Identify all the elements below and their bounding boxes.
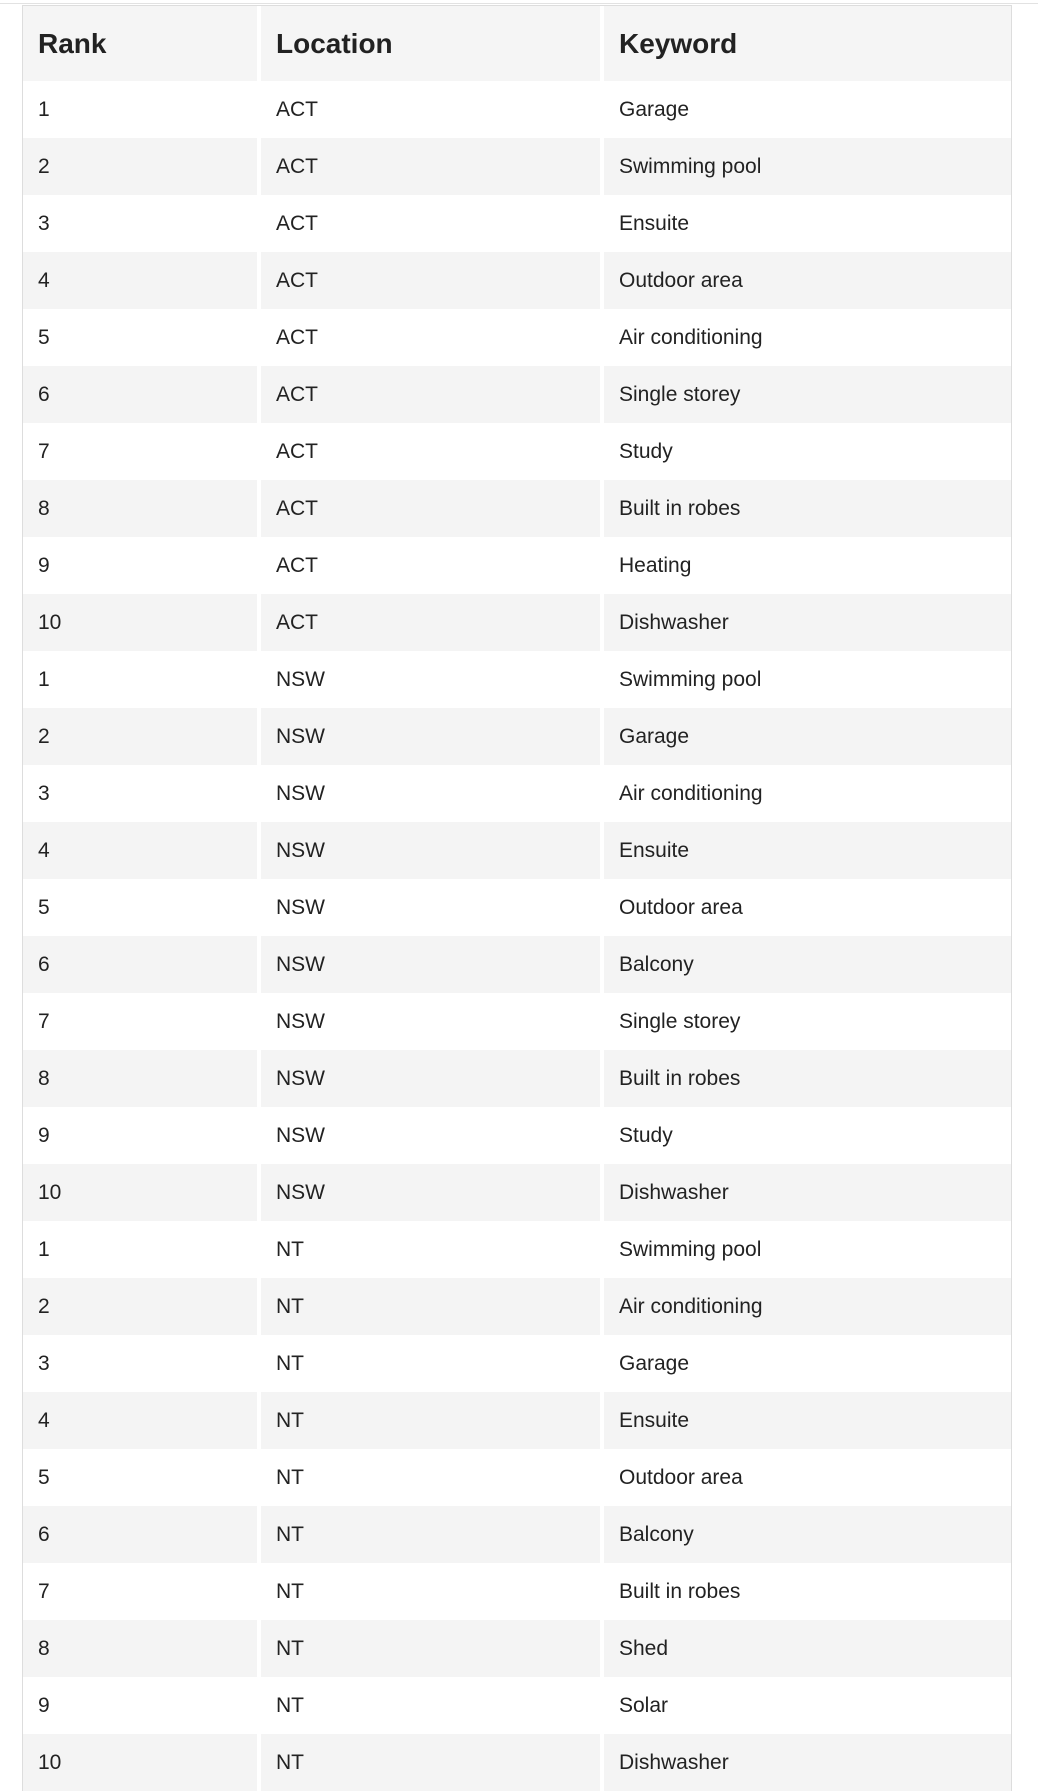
cell-location: NSW xyxy=(261,765,604,822)
cell-rank: 1 xyxy=(23,81,261,138)
cell-keyword: Dishwasher xyxy=(604,594,1011,651)
cell-location: ACT xyxy=(261,537,604,594)
cell-location: NSW xyxy=(261,1050,604,1107)
cell-location: NT xyxy=(261,1734,604,1791)
cell-rank: 5 xyxy=(23,1449,261,1506)
cell-location: NSW xyxy=(261,1107,604,1164)
table-row xyxy=(23,1335,1011,1392)
cell-rank: 4 xyxy=(23,1392,261,1449)
cell-location: NT xyxy=(261,1563,604,1620)
cell-rank: 7 xyxy=(23,423,261,480)
table-row xyxy=(23,1734,1011,1791)
cell-location: ACT xyxy=(261,195,604,252)
header-row xyxy=(23,6,1011,81)
cell-location: ACT xyxy=(261,366,604,423)
cell-keyword: Balcony xyxy=(604,936,1011,993)
cell-rank: 8 xyxy=(23,480,261,537)
table-row xyxy=(23,480,1011,537)
cell-rank: 3 xyxy=(23,765,261,822)
cell-keyword: Heating xyxy=(604,537,1011,594)
table-row xyxy=(23,309,1011,366)
cell-keyword: Dishwasher xyxy=(604,1164,1011,1221)
cell-rank: 8 xyxy=(23,1620,261,1677)
cell-location: ACT xyxy=(261,138,604,195)
cell-location: NSW xyxy=(261,936,604,993)
cell-keyword: Single storey xyxy=(604,993,1011,1050)
cell-keyword: Garage xyxy=(604,1335,1011,1392)
table-row xyxy=(23,651,1011,708)
cell-keyword: Solar xyxy=(604,1677,1011,1734)
table-row xyxy=(23,879,1011,936)
cell-rank: 8 xyxy=(23,1050,261,1107)
cell-location: NT xyxy=(261,1278,604,1335)
cell-rank: 4 xyxy=(23,252,261,309)
cell-location: NT xyxy=(261,1335,604,1392)
cell-keyword: Built in robes xyxy=(604,1563,1011,1620)
cell-rank: 6 xyxy=(23,366,261,423)
table-row xyxy=(23,1392,1011,1449)
table-row xyxy=(23,537,1011,594)
cell-keyword: Outdoor area xyxy=(604,879,1011,936)
cell-keyword: Built in robes xyxy=(604,480,1011,537)
cell-rank: 3 xyxy=(23,195,261,252)
cell-location: NT xyxy=(261,1506,604,1563)
cell-rank: 9 xyxy=(23,1677,261,1734)
cell-rank: 5 xyxy=(23,309,261,366)
cell-keyword: Balcony xyxy=(604,1506,1011,1563)
cell-rank: 7 xyxy=(23,1563,261,1620)
cell-location: NT xyxy=(261,1221,604,1278)
header-rank: Rank xyxy=(23,6,261,81)
cell-keyword: Built in robes xyxy=(604,1050,1011,1107)
cell-keyword: Air conditioning xyxy=(604,309,1011,366)
cell-location: NSW xyxy=(261,993,604,1050)
cell-keyword: Single storey xyxy=(604,366,1011,423)
cell-keyword: Study xyxy=(604,423,1011,480)
table-row xyxy=(23,765,1011,822)
cell-location: NSW xyxy=(261,708,604,765)
cell-rank: 2 xyxy=(23,1278,261,1335)
cell-rank: 3 xyxy=(23,1335,261,1392)
table-row xyxy=(23,1050,1011,1107)
table-row xyxy=(23,81,1011,138)
cell-rank: 9 xyxy=(23,1107,261,1164)
top-divider xyxy=(0,3,1038,4)
cell-rank: 1 xyxy=(23,1221,261,1278)
table-row xyxy=(23,195,1011,252)
table-row xyxy=(23,138,1011,195)
cell-keyword: Shed xyxy=(604,1620,1011,1677)
keyword-ranking-table xyxy=(23,6,1011,1791)
cell-rank: 6 xyxy=(23,936,261,993)
cell-rank: 9 xyxy=(23,537,261,594)
cell-keyword: Study xyxy=(604,1107,1011,1164)
cell-keyword: Ensuite xyxy=(604,195,1011,252)
cell-location: NSW xyxy=(261,879,604,936)
cell-location: NT xyxy=(261,1620,604,1677)
cell-location: ACT xyxy=(261,423,604,480)
table-header xyxy=(23,6,1011,81)
cell-location: ACT xyxy=(261,252,604,309)
cell-keyword: Dishwasher xyxy=(604,1734,1011,1791)
table-row xyxy=(23,1278,1011,1335)
table-row xyxy=(23,993,1011,1050)
cell-keyword: Garage xyxy=(604,708,1011,765)
cell-keyword: Air conditioning xyxy=(604,765,1011,822)
table-row xyxy=(23,366,1011,423)
table-row xyxy=(23,594,1011,651)
table-row xyxy=(23,1563,1011,1620)
cell-rank: 10 xyxy=(23,594,261,651)
cell-keyword: Ensuite xyxy=(604,822,1011,879)
cell-location: ACT xyxy=(261,480,604,537)
cell-rank: 2 xyxy=(23,138,261,195)
cell-rank: 2 xyxy=(23,708,261,765)
cell-keyword: Outdoor area xyxy=(604,1449,1011,1506)
cell-keyword: Outdoor area xyxy=(604,252,1011,309)
cell-keyword: Swimming pool xyxy=(604,138,1011,195)
cell-location: ACT xyxy=(261,594,604,651)
table-body xyxy=(23,81,1011,1791)
cell-location: NSW xyxy=(261,1164,604,1221)
keyword-ranking-table-container xyxy=(22,5,1012,1791)
cell-keyword: Garage xyxy=(604,81,1011,138)
cell-keyword: Air conditioning xyxy=(604,1278,1011,1335)
cell-location: NT xyxy=(261,1392,604,1449)
table-row xyxy=(23,1221,1011,1278)
cell-location: ACT xyxy=(261,309,604,366)
cell-location: NT xyxy=(261,1677,604,1734)
cell-rank: 4 xyxy=(23,822,261,879)
table-row xyxy=(23,822,1011,879)
table-row xyxy=(23,936,1011,993)
table-row xyxy=(23,252,1011,309)
cell-keyword: Ensuite xyxy=(604,1392,1011,1449)
table-row xyxy=(23,1449,1011,1506)
cell-keyword: Swimming pool xyxy=(604,651,1011,708)
cell-location: ACT xyxy=(261,81,604,138)
cell-rank: 10 xyxy=(23,1164,261,1221)
cell-rank: 6 xyxy=(23,1506,261,1563)
cell-rank: 7 xyxy=(23,993,261,1050)
table-row xyxy=(23,423,1011,480)
cell-location: NSW xyxy=(261,822,604,879)
table-row xyxy=(23,1677,1011,1734)
cell-keyword: Swimming pool xyxy=(604,1221,1011,1278)
table-row xyxy=(23,1164,1011,1221)
cell-rank: 5 xyxy=(23,879,261,936)
header-keyword: Keyword xyxy=(604,6,1011,81)
cell-rank: 10 xyxy=(23,1734,261,1791)
table-row xyxy=(23,1620,1011,1677)
table-row xyxy=(23,708,1011,765)
table-row xyxy=(23,1506,1011,1563)
cell-rank: 1 xyxy=(23,651,261,708)
cell-location: NSW xyxy=(261,651,604,708)
cell-location: NT xyxy=(261,1449,604,1506)
table-row xyxy=(23,1107,1011,1164)
header-location: Location xyxy=(261,6,604,81)
